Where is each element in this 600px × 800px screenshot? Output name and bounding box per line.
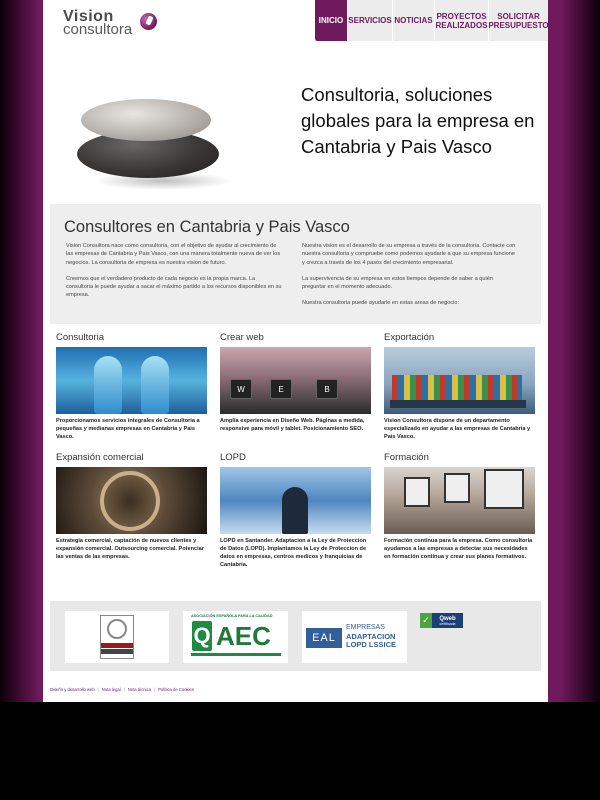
logo-mark-icon <box>140 13 157 30</box>
service-title[interactable]: Expansión comercial <box>56 452 144 463</box>
keyboard-key: W <box>230 379 252 399</box>
logo-text-consultora: consultora <box>63 21 133 38</box>
main-nav <box>314 0 548 41</box>
nav-noticias[interactable]: NOTICIAS <box>392 0 434 41</box>
bv-circle <box>107 619 127 639</box>
bv-seal <box>100 615 134 659</box>
service-crear-web[interactable] <box>220 332 371 433</box>
certifications-bar <box>50 601 541 671</box>
service-title[interactable]: LOPD <box>220 452 246 463</box>
eal-line: LOPD LSSICE <box>346 640 397 649</box>
intro-right-column <box>302 242 518 316</box>
qweb-badge[interactable] <box>420 613 463 628</box>
service-image-formacion[interactable] <box>384 467 535 534</box>
bv-bar <box>101 649 133 654</box>
nav-servicios[interactable]: SERVICIOS <box>347 0 392 41</box>
keyboard-key: E <box>270 379 292 399</box>
service-title[interactable]: Formación <box>384 452 429 463</box>
site-footer <box>50 687 194 692</box>
footer-link-legal[interactable]: Nota legal <box>101 687 121 692</box>
service-description: Vision Consultora dispone de un departamento especializado en ayudar a las empresas de Cantabria y Pais Vasco. <box>384 418 531 440</box>
intro-paragraph: La supervivencia de su empresa en estos tiempos depende de saber a quién preguntar en el momento adecuado. <box>302 275 493 291</box>
footer-separator: | <box>97 687 99 692</box>
service-expansion-comercial[interactable] <box>56 452 207 561</box>
service-description: Formación continua para la empresa. Como consultoria ayudamos a las empresas a detectar sus necesidades en formación continua y crear sus planes formativos. <box>384 538 533 560</box>
aec-logo[interactable] <box>183 611 288 663</box>
service-title[interactable]: Consultoria <box>56 332 105 343</box>
stone-top <box>81 99 211 141</box>
stacked-stones-image <box>63 92 243 202</box>
service-title[interactable]: Crear web <box>220 332 264 343</box>
service-image-expansion[interactable] <box>56 467 207 534</box>
service-formacion[interactable] <box>384 452 535 561</box>
footer-separator: | <box>154 687 156 692</box>
aec-text: AEC <box>216 621 271 651</box>
vision-consultora-logo[interactable] <box>63 8 163 38</box>
site-header <box>43 0 548 42</box>
intro-paragraph: Vision Consultora nace como consultoria, con el objetivo de ayudar al crecimiento de las empresas de Cantabria y Pais Vasco, con una manera totalmente nueva de ver los negocios. La consultoria de empresa es nuestra vision de futuro. <box>66 243 281 266</box>
intro-paragraph: Nuestra vision es el desarrollo de su empresa a través de la consultoria. Contacte con nuestra consultoria y compruebe como podemos ayudarle a que su empresa funcione y crezca a través de los 4 pasos del crecimiento empresarial. <box>302 243 516 266</box>
person-silhouette <box>282 487 308 534</box>
monitor-shape <box>404 477 430 507</box>
service-title[interactable]: Exportación <box>384 332 435 343</box>
eal-box: EAL <box>306 628 342 648</box>
intro-section <box>50 204 541 324</box>
service-image-consultoria[interactable] <box>56 347 207 414</box>
eal-line: EMPRESAS <box>346 624 385 631</box>
page-container <box>43 0 548 702</box>
service-description: LOPD en Santander. Adaptacion a la Ley de Proteccion de Datos (LOPD). Implantamos la Ley de Proteccion de datos en empresas, centros medicos y franquicias de Cantabria. <box>220 538 367 568</box>
footer-link-cookies[interactable]: Política de Cookies <box>158 687 194 692</box>
containers <box>392 375 522 401</box>
bureau-veritas-logo[interactable] <box>65 611 169 663</box>
service-image-lopd[interactable] <box>220 467 371 534</box>
service-description: Proporcionamos servicios integrales de Consultoria a pequeñas y medianas empresas en Cantabria y Pais Vasco. <box>56 418 200 440</box>
service-exportacion[interactable] <box>384 332 535 441</box>
nav-proyectos-realizados[interactable]: PROYECTOS REALIZADOS <box>434 0 488 41</box>
hand-shape <box>141 356 169 414</box>
service-lopd[interactable] <box>220 452 371 569</box>
logo-text-vision: Vision <box>63 8 114 25</box>
nav-inicio[interactable]: INICIO <box>314 0 347 41</box>
eal-line: ADAPTACION <box>346 632 396 641</box>
intro-paragraph: Nuestra consultoria puede ayudarle en estas areas de negocio: <box>302 300 460 307</box>
aec-underline <box>191 653 281 656</box>
qweb-subtitle: certificada <box>439 621 456 626</box>
keyboard-key: B <box>316 379 338 399</box>
footer-link-design[interactable]: Diseño y desarrollo web <box>50 687 95 692</box>
service-consultoria[interactable] <box>56 332 207 441</box>
hand-shape <box>94 356 122 414</box>
hero-section <box>43 42 548 202</box>
compass-icon <box>100 471 160 531</box>
service-image-exportacion[interactable] <box>384 347 535 414</box>
qweb-title: Qweb <box>439 615 456 622</box>
aec-q-mark: Q <box>192 621 212 651</box>
bv-bar <box>101 643 133 648</box>
nav-solicitar-presupuesto[interactable]: SOLICITAR PRESUPUESTO <box>488 0 548 41</box>
footer-link-tech[interactable]: Nota técnica <box>127 687 152 692</box>
service-description: Estrategia comercial, captación de nuevos clientes y expansión comercial. Outsourcing comercial. Potenciar las ventas de las empresas. <box>56 538 204 560</box>
ship-hull <box>390 400 526 408</box>
service-description: Amplia experiencia en Diseño Web. Páginas a medida, responsive para móvil y tablet. Posicionamiento SEO. <box>220 418 365 432</box>
intro-title: Consultores en Cantabria y Pais Vasco <box>64 218 350 236</box>
hero-title: Consultoria, soluciones globales para la empresa en Cantabria y Pais Vasco <box>301 84 535 157</box>
intro-paragraph: Creemos que el verdadero producto de cada negocio es la propia marca. La consultoria le puede ayudar a sacar el máximo partido a los recursos disponibles en su empresa. <box>66 275 282 299</box>
monitor-shape <box>444 473 470 503</box>
aec-caption: ASOCIACIÓN ESPAÑOLA PARA LA CALIDAD <box>191 614 273 618</box>
qweb-text <box>432 613 463 628</box>
monitor-shape <box>484 469 524 509</box>
check-icon: ✓ <box>420 613 432 628</box>
footer-separator: | <box>123 687 125 692</box>
service-image-crear-web[interactable] <box>220 347 371 414</box>
intro-left-column <box>66 242 282 308</box>
eal-logo[interactable] <box>302 611 407 663</box>
